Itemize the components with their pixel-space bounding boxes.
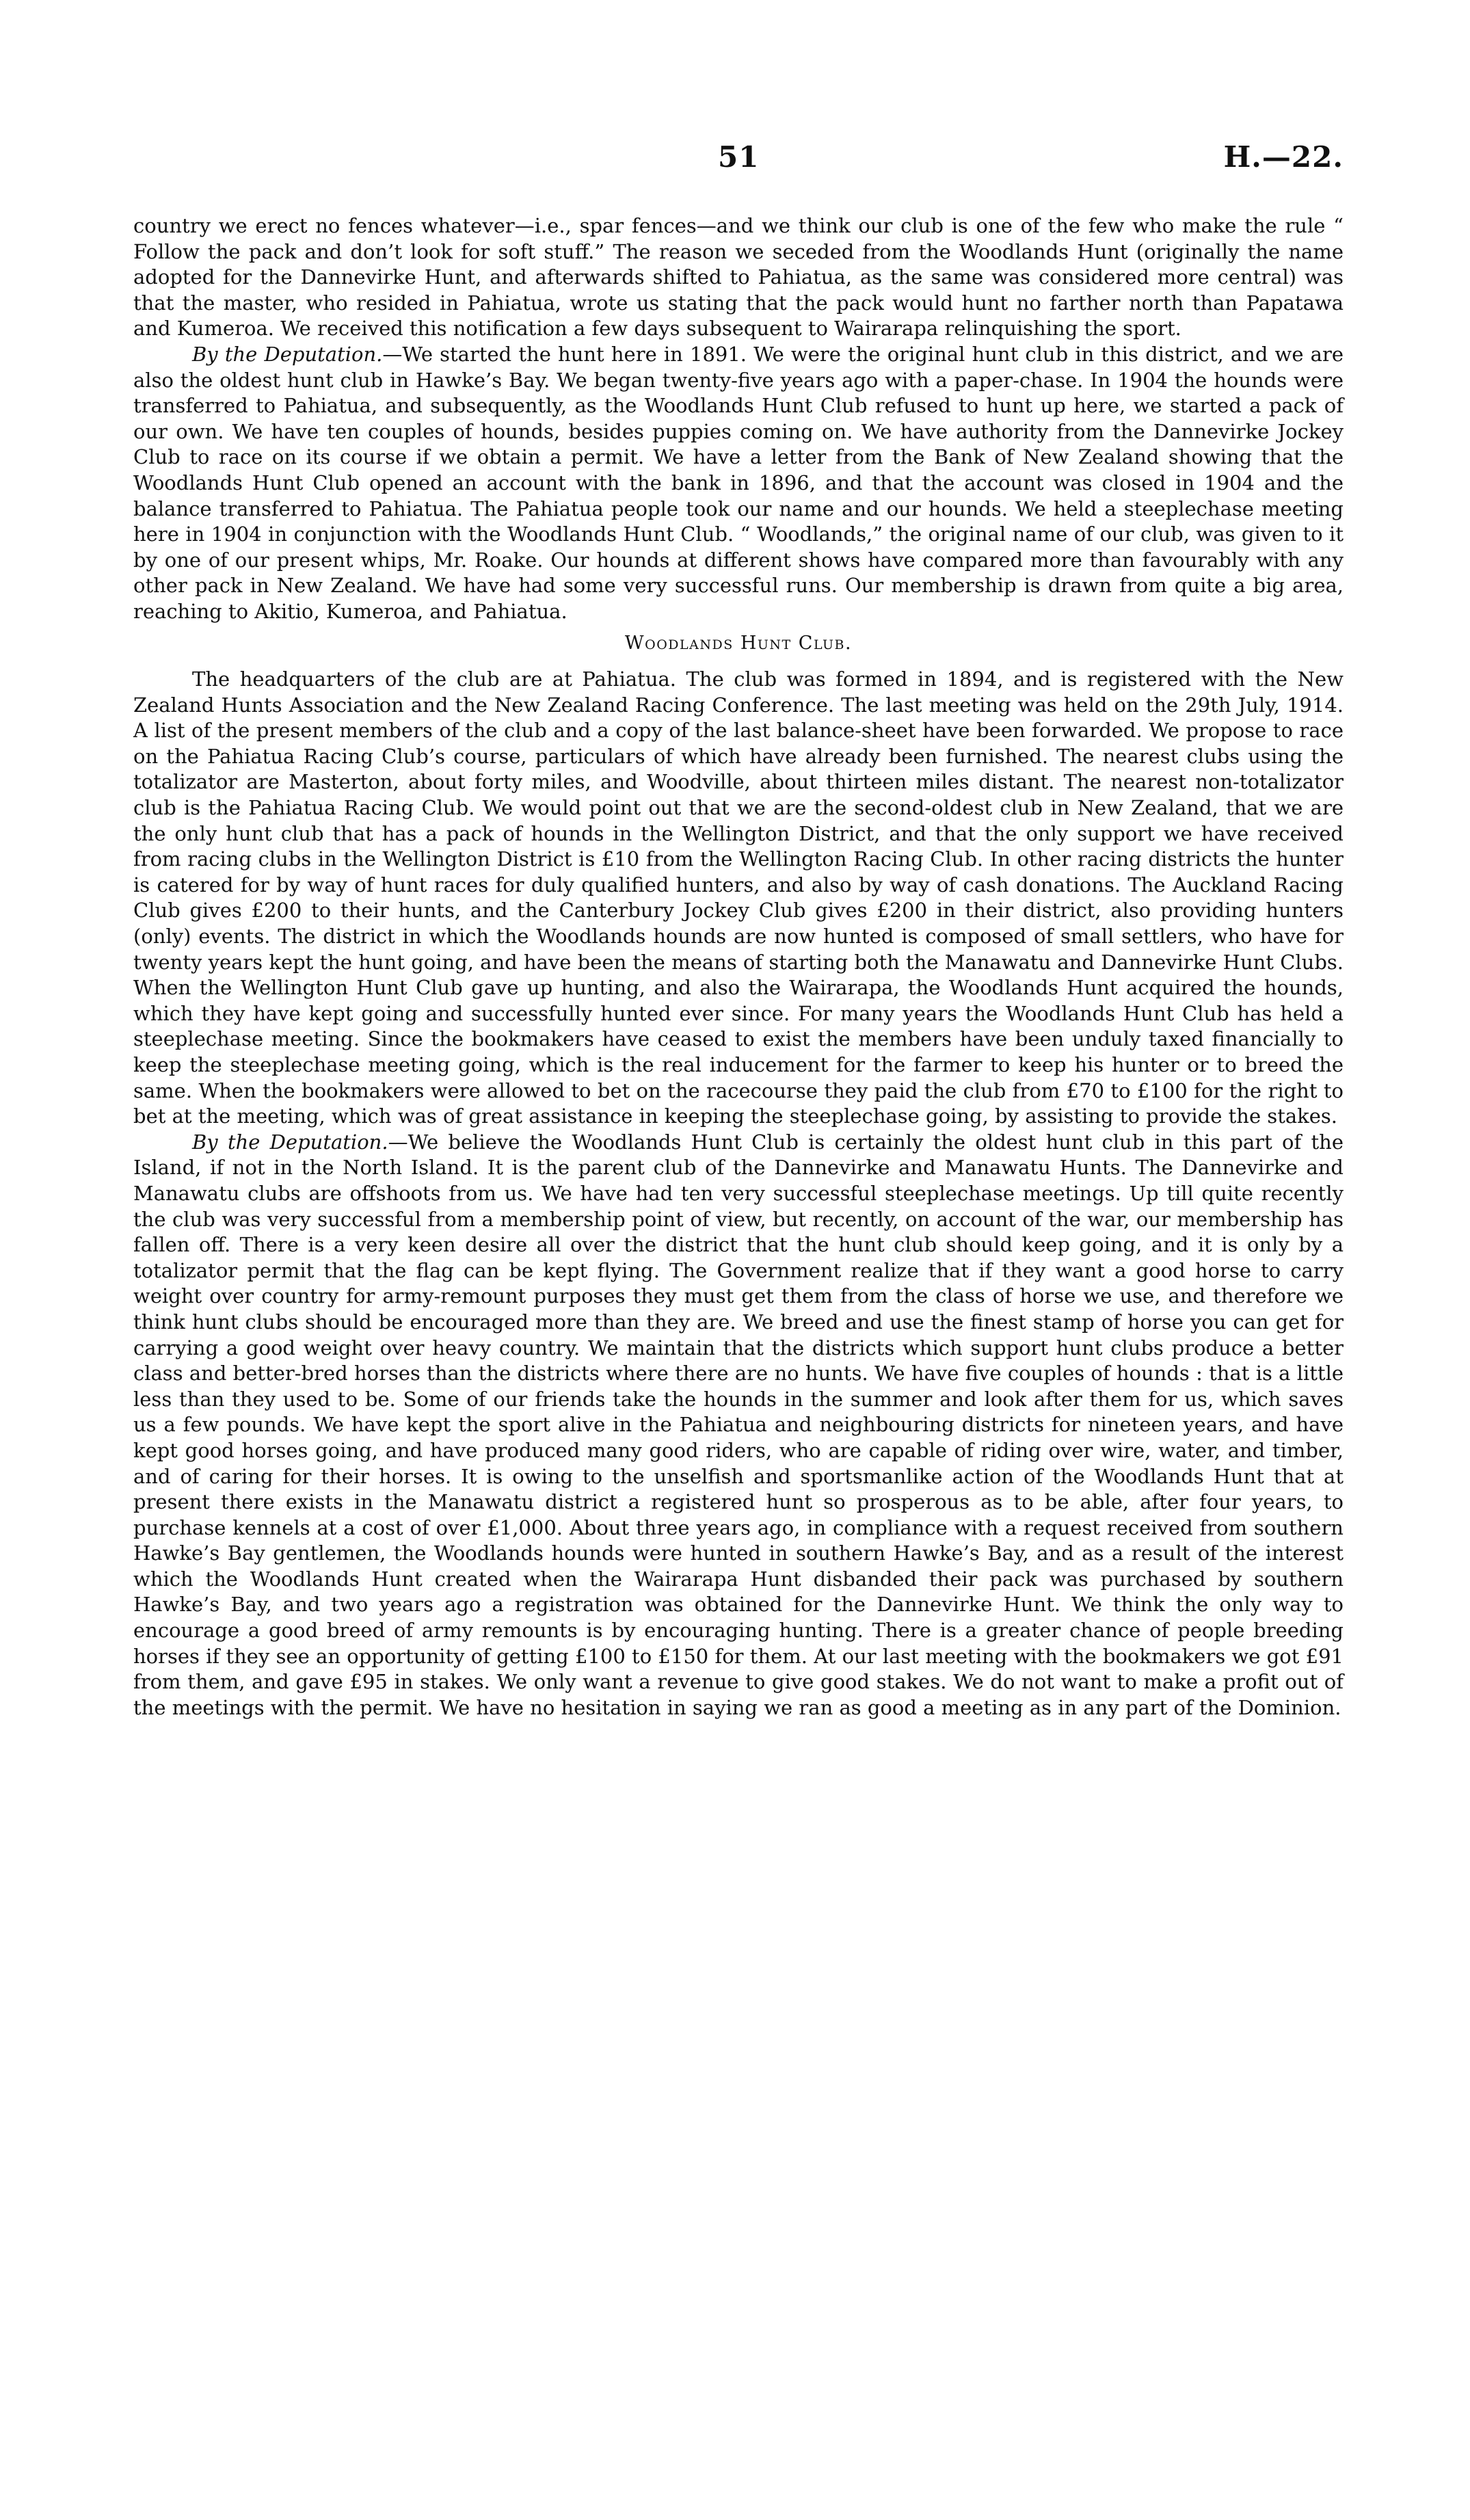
paragraph-continuation: country we erect no fences whatever—i.e., spar fences—and we think our club is one of the few who make the rule “ Follow the pack and don’t look for soft stuff.” The reason we seceded from the Woodlands Hunt (originally the name adopted for the Dannevirke Hunt, and afterwards shifted to Pahiatua, as the same was considered more central) was that the master, who resided in Pahiatua, wrote us stating that the pack would hunt no farther north than Papatawa and Kumeroa. We received this notification a few days subsequent to Wairarapa relinquishing the sport. [133,214,1344,341]
section-heading: Woodlands Hunt Club. [624,632,853,654]
page-header [133,140,1344,188]
paragraph-club-statement: The headquarters of the club are at Pahiatua. The club was formed in 1894, and is registered with the New Zealand Hunts Association and the New Zealand Racing Conference. The last meeting was held on the 29th July, 1914. A list of the present members of the club and a copy of the last balance-sheet have been forwarded. We propose to race on the Pahiatua Racing Club’s course, particulars of which have already been furnished. The nearest clubs using the totalizator are Masterton, about forty miles, and Woodville, about thirteen miles distant. The nearest non-totalizator club is the Pahiatua Racing Club. We would point out that we are the second-oldest club in New Zealand, that we are the only hunt club that has a pack of hounds in the Wellington District, and that the only support we have received from racing clubs in the Wellington District is £10 from the Wellington Racing Club. In other racing districts the hunter is catered for by way of hunt races for duly qualified hunters, and also by way of cash donations. The Auckland Racing Club gives £200 to their hunts, and the Canterbury Jockey Club gives £200 in their district, also providing hunters (only) events. The district in which the Woodlands hounds are now hunted is composed of small settlers, who have for twenty years kept the hunt going, and have been the means of starting both the Manawatu and Dannevirke Hunt Clubs. When the Wellington Hunt Club gave up hunting, and also the Wairarapa, the Woodlands Hunt acquired the hounds, which they have kept going and successfully hunted ever since. For many years the Woodlands Hunt Club has held a steeplechase meeting. Since the bookmakers have ceased to exist the members have been unduly taxed financially to keep the steeplechase meeting going, which is the real inducement for the farmer to keep his hunter or to breed the same. When the bookmakers were allowed to bet on the racecourse they paid the club from £70 to £100 for the right to bet at the meeting, which was of great assistance in keeping the steeplechase going, by assisting to provide the stakes. [133,667,1344,1128]
paragraph-text: —We started the hunt here in 1891. We were the original hunt club in this district, and we are also the oldest hunt club in Hawke’s Bay. We began twenty-five years ago with a paper-chase. In 1904 the hounds were transferred to Pahiatua, and subsequently, as the Woodlands Hunt Club refused to hunt up here, we started a pack of our own. We have ten couples of hounds, besides puppies coming on. We have authority from the Dannevirke Jockey Club to race on its course if we obtain a permit. We have a letter from the Bank of New Zealand showing that the Woodlands Hunt Club opened an account with the bank in 1896, and that the account was closed in 1904 and the balance transferred to Pahiatua. The Pahiatua people took our name and our hounds. We held a steeplechase meeting here in 1904 in conjunction with the Woodlands Hunt Club. “ Woodlands,” the original name of our club, was given to it by one of our present whips, Mr. Roake. Our hounds at different shows have compared more than favourably with any other pack in New Zealand. We have had some very successful runs. Our membership is drawn from quite a big area, reaching to Akitio, Kumeroa, and Pahiatua. [133,342,1344,623]
speaker-label: By the Deputation. [192,342,383,366]
speaker-label: By the Deputation. [192,1130,388,1154]
page-number: 51 [718,140,760,174]
paragraph-deputation-2 [133,1130,1344,1721]
body-text [133,213,1344,1721]
paragraph-text: —We believe the Woodlands Hunt Club is certainly the oldest hunt club in this part of the Island, if not in the North Island. It is the parent club of the Dannevirke and Manawatu Hunts. The Dannevirke and Manawatu clubs are offshoots from us. We have had ten very successful steeplechase meetings. Up till quite recently the club was very successful from a membership point of view, but recently, on account of the war, our membership has fallen off. There is a very keen desire all over the district that the hunt club should keep going, and it is only by a totalizator permit that the flag can be kept flying. The Government realize that if they want a good horse to carry weight over country for army-remount purposes they must get them from the class of horse we use, and therefore we think hunt clubs should be encouraged more than they are. We breed and use the finest stamp of horse you can get for carrying a good weight over heavy country. We maintain that the districts which support hunt clubs produce a better class and better-bred horses than the districts where there are no hunts. We have five couples of hounds : that is a little less than they used to be. Some of our friends take the hounds in the summer and look after them for us, which saves us a few pounds. We have kept the sport alive in the Pahiatua and neighbouring districts for nineteen years, and have kept good horses going, and have produced many good riders, who are capable of riding over wire, water, and timber, and of caring for their horses. It is owing to the unselfish and sportsmanlike action of the Woodlands Hunt that at present there exists in the Manawatu district a registered hunt so prosperous as to be able, after four years, to purchase kennels at a cost of over £1,000. About three years ago, in compliance with a request received from southern Hawke’s Bay gentlemen, the Woodlands hounds were hunted in southern Hawke’s Bay, and as a result of the interest which the Woodlands Hunt created when the Wairarapa Hunt disbanded their pack was purchased by southern Hawke’s Bay, and two years ago a registration was obtained for the Dannevirke Hunt. We think the only way to encourage a good breed of army remounts is by encouraging hunting. There is a greater chance of people breeding horses if they see an opportunity of getting £100 to £150 for them. At our last meeting with the bookmakers we got £91 from them, and gave £95 in stakes. We only want a revenue to give good stakes. We do not want to make a profit out of the meetings with the permit. We have no hesitation in saying we ran as good a meeting as in any part of the Dominion. [133,1130,1344,1719]
paragraph-deputation-1 [133,342,1344,625]
document-code: H.—22. [1223,140,1344,174]
